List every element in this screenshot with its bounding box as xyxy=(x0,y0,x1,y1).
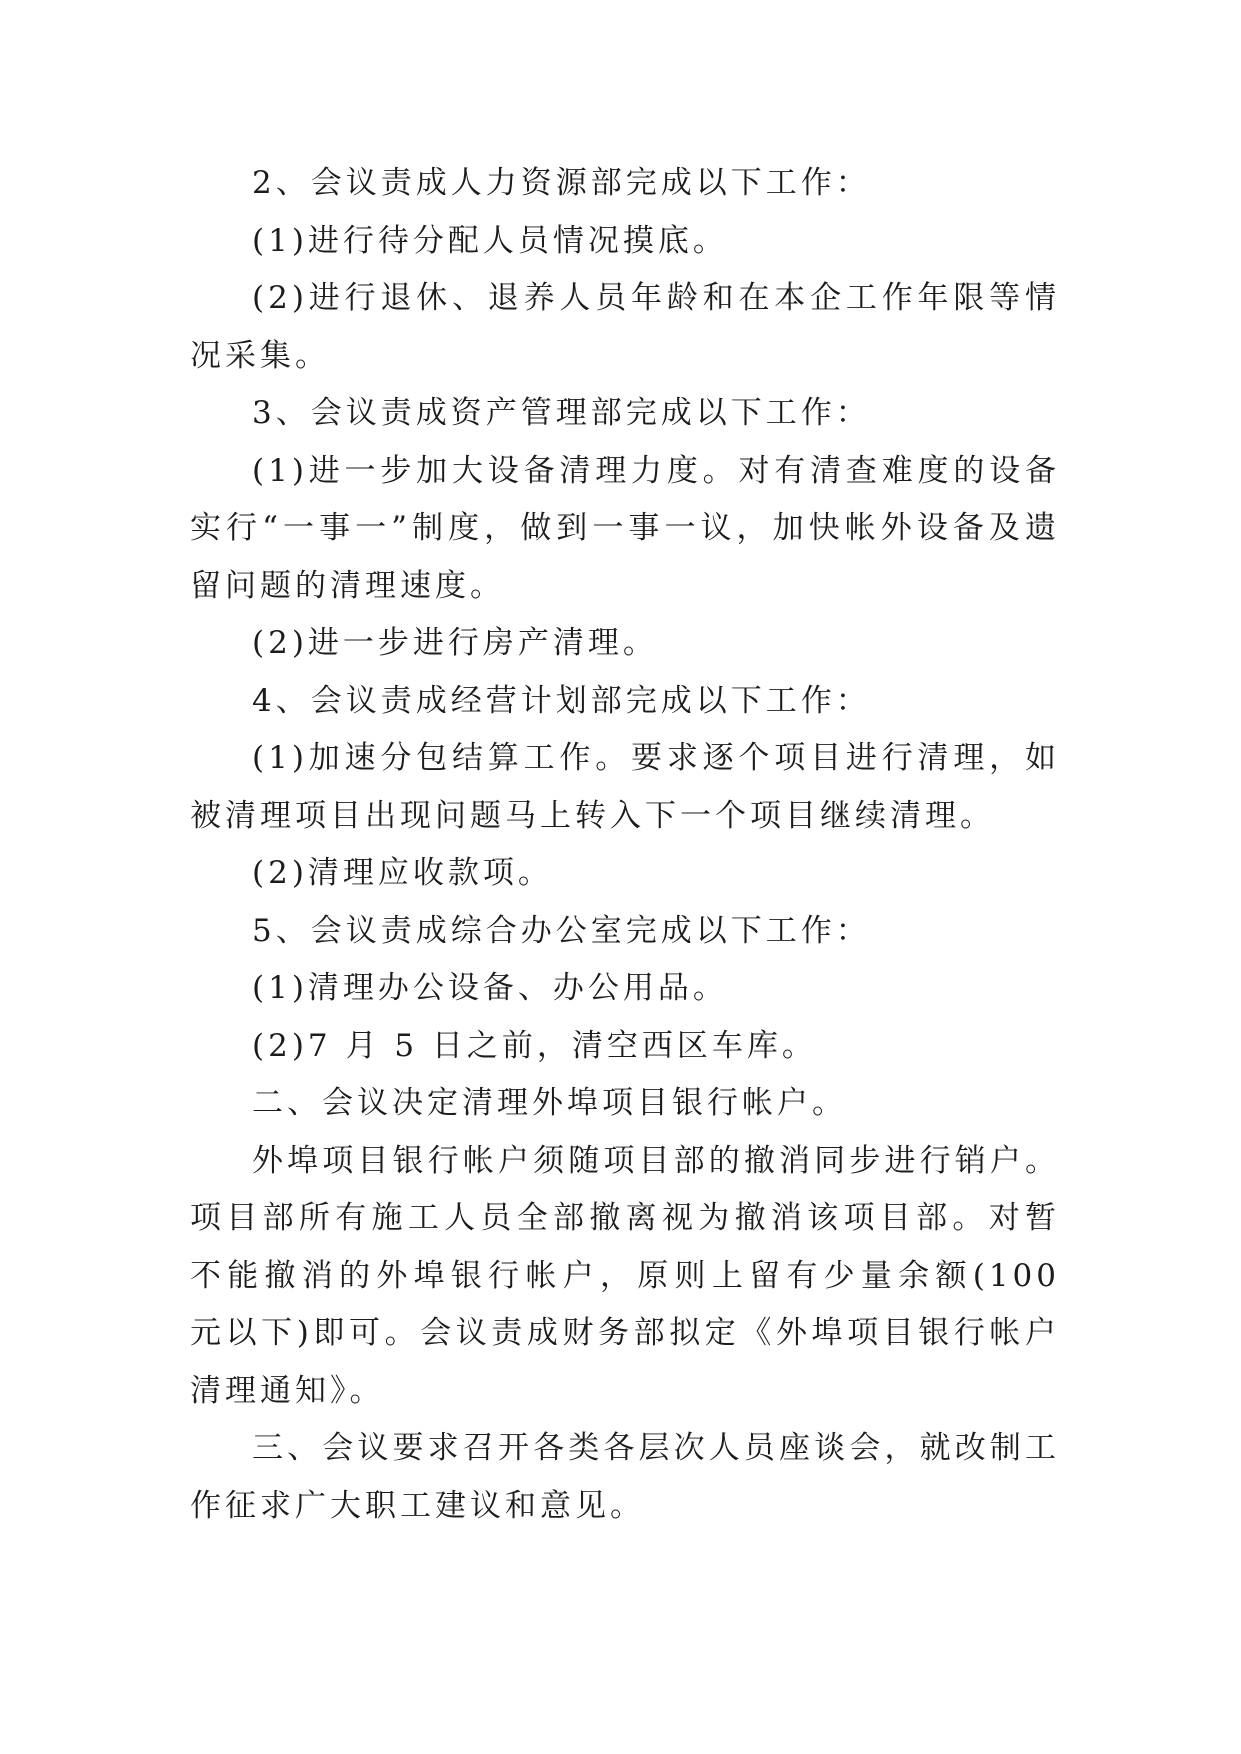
paragraph-section-2-body: 外埠项目银行帐户须随项目部的撤消同步进行销户。项目部所有施工人员全部撤离视为撤消该项目部。对暂不能撤消的外埠银行帐户，原则上留有少量余额(100 元以下)即可。会议责成财务部拟定《外埠项目银行帐户清理通知》。 xyxy=(190,1142,1060,1409)
paragraph-planning-tasks-heading: 4、会议责成经营计划部完成以下工作： xyxy=(252,682,871,719)
paragraph-office-tasks-heading: 5、会议责成综合办公室完成以下工作： xyxy=(252,912,871,949)
paragraph-hr-task-2: (2)进行退休、退养人员年龄和在本企工作年限等情况采集。 xyxy=(190,280,1060,374)
paragraph-asset-task-1: (1)进一步加大设备清理力度。对有清查难度的设备实行“一事一”制度，做到一事一议，加快帐外设备及遗留问题的清理速度。 xyxy=(190,452,1060,604)
document-page xyxy=(190,155,1060,1535)
paragraph-hr-task-1: (1)进行待分配人员情况摸底。 xyxy=(252,222,728,259)
paragraph-planning-task-2: (2)清理应收款项。 xyxy=(252,855,553,891)
paragraph-office-task-1: (1)清理办公设备、办公用品。 xyxy=(252,970,728,1006)
paragraph-office-task-2: (2)7 月 5 日之前，清空西区车库。 xyxy=(252,1027,817,1064)
paragraph-section-3: 三、会议要求召开各类各层次人员座谈会，就改制工作征求广大职工建议和意见。 xyxy=(190,1430,1060,1524)
paragraph-hr-tasks-heading: 2、会议责成人力资源部完成以下工作： xyxy=(252,165,871,201)
paragraph-asset-tasks-heading: 3、会议责成资产管理部完成以下工作： xyxy=(252,395,871,431)
paragraph-planning-task-1: (1)加速分包结算工作。要求逐个项目进行清理，如被清理项目出现问题马上转入下一个项目继续清理。 xyxy=(190,740,1060,834)
paragraph-asset-task-2: (2)进一步进行房产清理。 xyxy=(252,625,658,661)
paragraph-section-2-heading: 二、会议决定清理外埠项目银行帐户。 xyxy=(252,1085,847,1121)
